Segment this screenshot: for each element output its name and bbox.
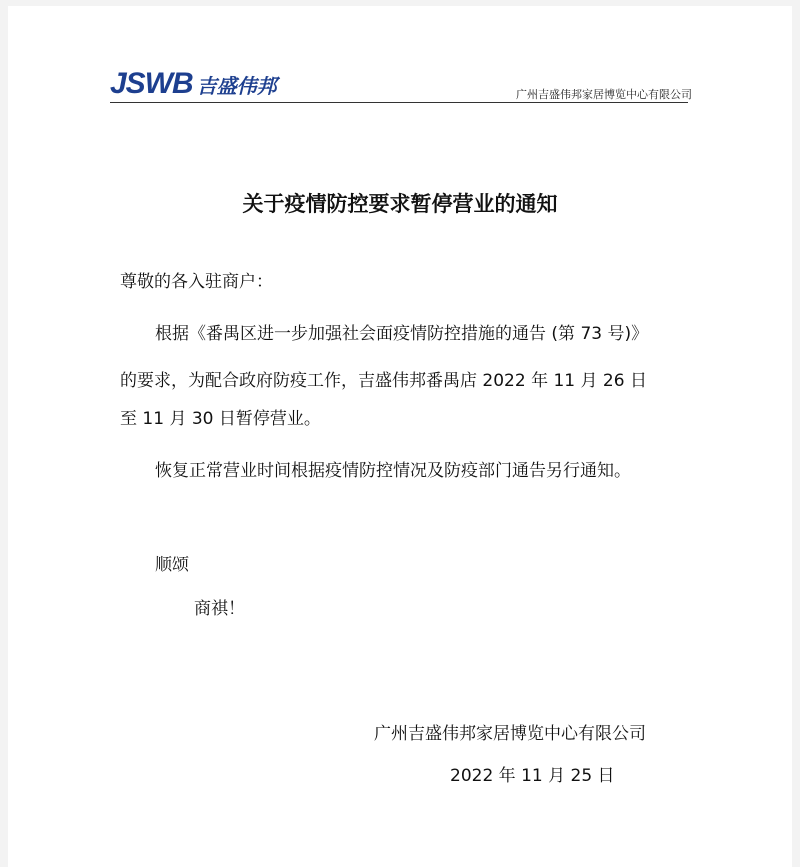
- header-company-name: 广州吉盛伟邦家居博览中心有限公司: [516, 88, 692, 101]
- paragraph1-line2: 的要求，为配合政府防疫工作，吉盛伟邦番禺店 2022 年 11 月 26 日: [120, 371, 647, 391]
- paragraph1-line3: 至 11 月 30 日暂停营业。: [120, 409, 321, 429]
- closing-line1: 顺颂: [155, 555, 189, 575]
- paragraph2: 恢复正常营业时间根据疫情防控情况及防疫部门通告另行通知。: [155, 461, 631, 481]
- signature-company: 广州吉盛伟邦家居博览中心有限公司: [374, 724, 646, 744]
- closing-line2: 商祺！: [194, 599, 245, 619]
- company-logo: [110, 67, 277, 101]
- logo-chinese-text: 吉盛伟邦: [196, 74, 277, 98]
- signature-date: 2022 年 11 月 25 日: [450, 766, 615, 786]
- salutation: 尊敬的各入驻商户：: [120, 272, 273, 292]
- logo-latin-text: JSWB: [110, 67, 193, 100]
- paragraph1-line1: 根据《番禺区进一步加强社会面疫情防控措施的通告 (第 73 号)》: [155, 324, 649, 344]
- notice-title: 关于疫情防控要求暂停营业的通知: [242, 192, 558, 216]
- header-divider: [110, 102, 688, 103]
